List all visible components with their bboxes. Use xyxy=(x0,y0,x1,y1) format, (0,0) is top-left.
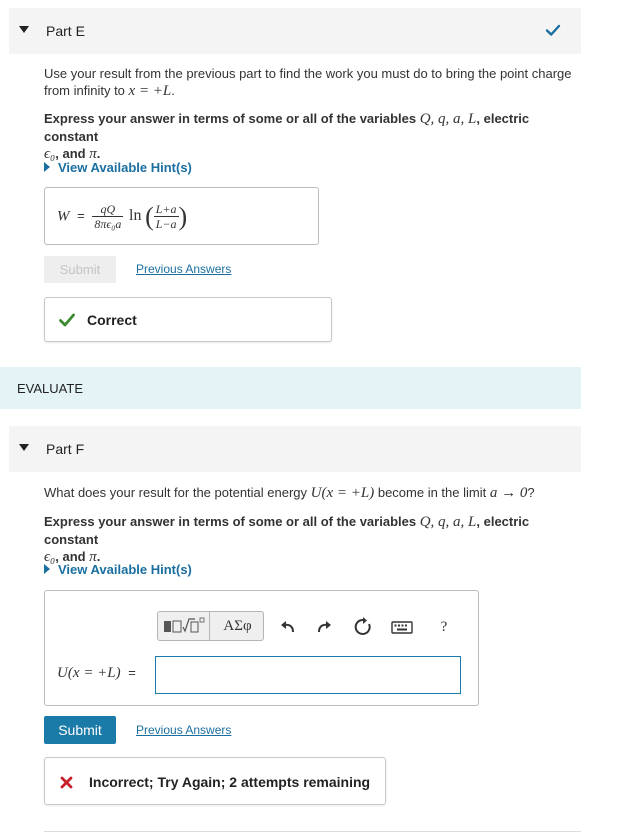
part-e-previous-answers-link[interactable]: Previous Answers xyxy=(136,262,232,276)
caret-down-icon[interactable] xyxy=(19,444,29,451)
check-icon xyxy=(59,313,75,327)
section-divider xyxy=(44,831,581,832)
part-f-instructions: Express your answer in terms of some or all of the variables Q, q, a, L, electric constant ϵ₀, and π. xyxy=(44,514,530,565)
check-icon xyxy=(545,22,561,38)
part-f-answer-label: U(x = +L) = xyxy=(57,665,136,681)
redo-icon[interactable] xyxy=(314,617,334,637)
part-e-instructions: Express your answer in terms of some or all of the variables Q, q, a, L, electric constant ϵ₀, and π. xyxy=(44,111,530,162)
keyboard-icon[interactable] xyxy=(391,617,413,637)
part-f-answer-input[interactable] xyxy=(155,656,461,694)
part-f-title: Part F xyxy=(46,441,85,457)
help-icon[interactable]: ? xyxy=(440,619,448,635)
part-e-title: Part E xyxy=(46,23,85,39)
greek-symbols-button[interactable]: ΑΣφ xyxy=(223,618,252,634)
hint-triangle-icon xyxy=(44,564,50,574)
answer-fraction-1: $\frac{qQ}{\text{8πϵ₀a}}$ xyxy=(94,202,122,231)
part-f-submit-button[interactable]: Submit xyxy=(44,716,116,744)
templates-button[interactable] xyxy=(158,612,210,640)
part-e-header[interactable] xyxy=(9,8,581,54)
templates-icon xyxy=(162,617,206,635)
evaluate-banner: EVALUATE xyxy=(0,367,581,409)
part-e-hint-link[interactable]: View Available Hint(s) xyxy=(44,160,192,175)
part-f-answer-editor xyxy=(44,590,479,706)
part-e-answer-expression: W = $\frac{qQ}{\text{8πϵ₀a}}$ ln ( $\frac{L+a}{L-a}$ ) xyxy=(57,202,188,231)
part-e-submit-button[interactable]: Submit xyxy=(44,256,116,283)
math-toolbar-group xyxy=(157,611,264,641)
part-e-answer-box xyxy=(44,187,319,245)
caret-down-icon[interactable] xyxy=(19,26,29,33)
answer-fraction-2: $\frac{L+a}{L-a}$ xyxy=(155,202,177,231)
part-e-prompt: Use your result from the previous part to find the work you must do to bring the point charge from infinity to x = +L. xyxy=(44,66,572,99)
part-f-hint-link[interactable]: View Available Hint(s) xyxy=(44,562,192,577)
reset-icon[interactable] xyxy=(353,617,373,637)
part-f-header[interactable] xyxy=(9,426,581,472)
hint-triangle-icon xyxy=(44,162,50,172)
part-f-prompt: What does your result for the potential energy U(x = +L) become in the limit a → 0? xyxy=(44,485,535,501)
part-f-feedback: Incorrect; Try Again; 2 attempts remaining xyxy=(44,757,386,805)
part-e-feedback: Correct xyxy=(44,297,332,342)
undo-icon[interactable] xyxy=(278,617,298,637)
part-f-previous-answers-link[interactable]: Previous Answers xyxy=(136,723,232,737)
x-icon xyxy=(60,776,73,789)
